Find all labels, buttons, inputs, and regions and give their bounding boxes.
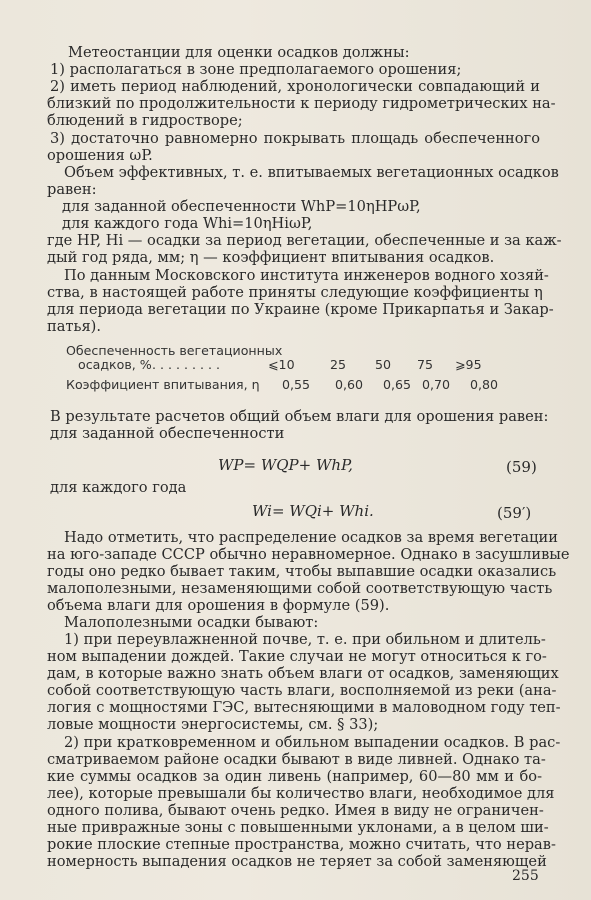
text-line: дам, в которые важно знать объем влаги от осадков, заменяющих [47,665,559,682]
text-line: на юго-западе СССР обычно неравномерное. Однако в засушливые [47,546,570,563]
equation-number: (59) [506,458,537,476]
text-line: равен: [47,181,97,198]
text-line: номерность выпадения осадков не теряет за собой заменяющей [47,853,547,870]
text-line: объема влаги для орошения в формуле (59). [47,597,390,614]
formula-line: для каждого года Whi=10ηHiωP, [62,215,313,232]
text-line: одного полива, бывают очень редко. Имея в виду не ограничен- [47,802,544,819]
text-line: 2) иметь период наблюдений, хронологически совпадающий и [50,78,540,95]
formula-59: WP= WQP+ WhP, [218,456,353,474]
text-line: Малополезными осадки бывают: [64,614,319,631]
text-line: дый год ряда, мм; η — коэффициент впитывания осадков. [47,249,495,266]
text-line: 1) располагаться в зоне предполагаемого орошения; [50,61,462,78]
text-line: Надо отметить, что распределение осадков за время вегетации [64,529,558,546]
text-line: лее), которые превышали бы количество влаги, необходимое для [47,785,555,802]
text-line: близкий по продолжительности к периоду гидрометрических на- [47,95,556,112]
text-line: для заданной обеспеченности [50,425,285,442]
equation-number: (59′) [497,504,532,522]
table-cell: ⩽10 [268,357,295,372]
text-line: кие суммы осадков за один ливень (например, 60—80 мм и бо- [47,768,542,785]
text-line: ловые мощности энергосистемы, см. § 33); [47,716,379,733]
table-cell: 25 [330,357,347,372]
table-cell: 0,65 [383,377,412,392]
text-line: сматриваемом районе осадки бывают в виде ливней. Однако та- [47,751,546,768]
table-cell: 0,70 [422,377,451,392]
text-line: логия с мощностями ГЭС, вытесняющими в маловодном году теп- [47,699,561,716]
text-line: где HP, Hi — осадки за период вегетации, обеспеченные и за каж- [47,232,562,249]
text-line: Объем эффективных, т. е. впитываемых вегетационных осадков [64,164,559,181]
page-number: 255 [512,868,539,884]
table-cell: 0,60 [335,377,364,392]
table-cell: 0,80 [470,377,499,392]
table-row-label: осадков, % [78,357,152,372]
text-line: для каждого года [50,479,187,496]
formula-line: для заданной обеспеченности WhP=10ηHPωP, [62,198,421,215]
table-cell: 50 [375,357,392,372]
table-dots: . . . . . . . . . [152,357,221,372]
table-cell: 75 [417,357,434,372]
text-line: 2) при кратковременном и обильном выпадении осадков. В рас- [64,734,561,751]
text-line: орошения ωP. [47,147,153,164]
table-cell: 0,55 [282,377,311,392]
formula-59-prime: Wi= WQi+ Whi. [252,502,374,520]
text-line: для периода вегетации по Украине (кроме Прикарпатья и Закар- [47,301,554,318]
text-line: малополезными, незаменяющими собой соответствующую часть [47,580,553,597]
text-line: ства, в настоящей работе приняты следующие коэффициенты η [47,284,543,301]
text-line: рокие плоские степные пространства, можно считать, что нерав- [47,836,556,853]
text-line: патья). [47,318,101,335]
text-line: 3) достаточно равномерно покрывать площадь обеспеченного [50,130,540,147]
text-line: ном выпадении дождей. Такие случаи не могут относиться к го- [47,648,547,665]
table-cell: ⩾95 [455,357,482,372]
text-line: собой соответствующую часть влаги, восполняемой из реки (ана- [47,682,557,699]
text-line: годы оно редко бывает таким, чтобы выпавшие осадки оказались [47,563,557,580]
text-line: По данным Московского института инженеров водного хозяй- [64,267,549,284]
text-line: блюдений в гидростворе; [47,112,243,129]
text-line: В результате расчетов общий объем влаги для орошения равен: [50,408,549,425]
text-line: ные привражные зоны с повышенными уклонами, а в целом ши- [47,819,549,836]
text-line: 1) при переувлажненной почве, т. е. при обильном и длитель- [64,631,546,648]
table-row-label: Обеспеченность вегетационных [66,343,283,358]
table-row-label: Коэффициент впитывания, η [66,377,260,392]
text-line: Метеостанции для оценки осадков должны: [68,44,410,61]
